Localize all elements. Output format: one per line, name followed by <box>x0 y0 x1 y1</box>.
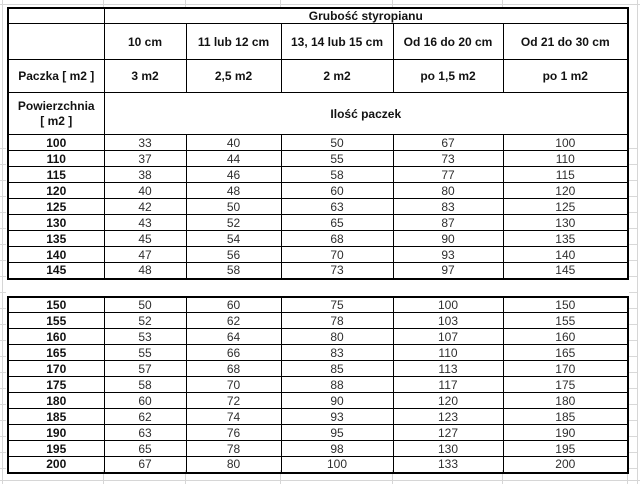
area-cell: 170 <box>8 361 104 377</box>
package-count-cell: 70 <box>281 247 393 263</box>
package-count-cell: 78 <box>186 441 281 457</box>
package-count-cell: 103 <box>393 313 503 329</box>
table-row <box>8 441 628 457</box>
table-row <box>8 199 628 215</box>
package-count-cell: 70 <box>186 377 281 393</box>
area-cell: 130 <box>8 215 104 231</box>
package-count-header: Ilość paczek <box>104 93 628 135</box>
package-count-cell: 56 <box>186 247 281 263</box>
gridline <box>392 0 393 7</box>
area-cell: 190 <box>8 425 104 441</box>
package-count-cell: 160 <box>503 329 628 345</box>
table-row <box>8 167 628 183</box>
package-count-cell: 98 <box>281 441 393 457</box>
package-count-cell: 57 <box>104 361 186 377</box>
package-count-cell: 100 <box>281 457 393 473</box>
package-count-cell: 47 <box>104 247 186 263</box>
spacer-row <box>8 279 628 297</box>
spacer-block <box>8 279 628 297</box>
column-header-10cm: 10 cm <box>104 24 186 60</box>
package-count-cell: 155 <box>503 313 628 329</box>
table-row <box>8 345 628 361</box>
area-cell: 185 <box>8 409 104 425</box>
package-count-cell: 88 <box>281 377 393 393</box>
package-count-cell: 63 <box>104 425 186 441</box>
column-header-21-30cm: Od 21 do 30 cm <box>503 24 628 60</box>
package-count-cell: 72 <box>186 393 281 409</box>
package-count-cell: 68 <box>281 231 393 247</box>
package-count-cell: 44 <box>186 151 281 167</box>
package-count-cell: 110 <box>393 345 503 361</box>
package-count-cell: 42 <box>104 199 186 215</box>
area-label-line2: [ m2 ] <box>40 113 73 128</box>
table-row <box>8 247 628 263</box>
area-cell: 195 <box>8 441 104 457</box>
package-count-cell: 37 <box>104 151 186 167</box>
package-count-cell: 55 <box>281 151 393 167</box>
package-count-cell: 120 <box>503 183 628 199</box>
package-count-cell: 48 <box>186 183 281 199</box>
area-cell: 110 <box>8 151 104 167</box>
package-count-cell: 107 <box>393 329 503 345</box>
corner-cell-top <box>8 8 104 24</box>
area-cell: 155 <box>8 313 104 329</box>
package-count-cell: 52 <box>186 215 281 231</box>
package-count-cell: 58 <box>104 377 186 393</box>
package-count-cell: 180 <box>503 393 628 409</box>
package-count-cell: 175 <box>503 377 628 393</box>
column-header-13-15cm: 13, 14 lub 15 cm <box>281 24 393 60</box>
area-header-row <box>8 93 628 135</box>
data-block-1 <box>8 135 628 279</box>
package-count-cell: 50 <box>104 297 186 313</box>
gridline <box>103 0 104 7</box>
area-cell: 140 <box>8 247 104 263</box>
area-cell: 115 <box>8 167 104 183</box>
package-count-cell: 60 <box>281 183 393 199</box>
package-count-cell: 200 <box>503 457 628 473</box>
area-cell: 120 <box>8 183 104 199</box>
package-count-cell: 170 <box>503 361 628 377</box>
table-container <box>7 7 629 474</box>
package-count-cell: 113 <box>393 361 503 377</box>
table-title: Grubość styropianu <box>104 8 628 24</box>
package-count-cell: 97 <box>393 263 503 279</box>
package-count-cell: 83 <box>281 345 393 361</box>
column-header-11-12cm: 11 lub 12 cm <box>186 24 281 60</box>
package-count-cell: 66 <box>186 345 281 361</box>
package-count-cell: 125 <box>503 199 628 215</box>
package-count-cell: 33 <box>104 135 186 151</box>
gridline <box>0 480 640 481</box>
area-cell: 145 <box>8 263 104 279</box>
package-count-cell: 93 <box>281 409 393 425</box>
package-count-cell: 40 <box>186 135 281 151</box>
package-size-row <box>8 60 628 93</box>
package-count-cell: 120 <box>393 393 503 409</box>
area-column-label <box>8 93 104 135</box>
package-count-cell: 65 <box>104 441 186 457</box>
corner-cell <box>8 24 104 60</box>
gridline-ticks-right <box>629 133 637 471</box>
package-count-cell: 43 <box>104 215 186 231</box>
package-count-cell: 50 <box>281 135 393 151</box>
package-count-cell: 78 <box>281 313 393 329</box>
area-cell: 150 <box>8 297 104 313</box>
area-cell: 160 <box>8 329 104 345</box>
package-count-cell: 83 <box>393 199 503 215</box>
package-count-cell: 58 <box>186 263 281 279</box>
package-count-cell: 110 <box>503 151 628 167</box>
package-count-cell: 63 <box>281 199 393 215</box>
package-row-label: Paczka [ m2 ] <box>8 60 104 93</box>
package-count-cell: 45 <box>104 231 186 247</box>
package-count-cell: 130 <box>393 441 503 457</box>
package-count-cell: 90 <box>281 393 393 409</box>
package-count-cell: 123 <box>393 409 503 425</box>
package-count-cell: 185 <box>503 409 628 425</box>
package-count-cell: 67 <box>104 457 186 473</box>
gridline <box>185 0 186 7</box>
data-block-2 <box>8 297 628 473</box>
package-count-cell: 40 <box>104 183 186 199</box>
package-count-cell: 80 <box>186 457 281 473</box>
table-row <box>8 231 628 247</box>
table-row <box>8 457 628 473</box>
table-row <box>8 377 628 393</box>
package-count-cell: 127 <box>393 425 503 441</box>
package-count-cell: 68 <box>186 361 281 377</box>
package-count-cell: 65 <box>281 215 393 231</box>
package-count-cell: 115 <box>503 167 628 183</box>
table-row <box>8 361 628 377</box>
table-row <box>8 313 628 329</box>
package-count-cell: 100 <box>393 297 503 313</box>
package-count-cell: 60 <box>104 393 186 409</box>
area-cell: 165 <box>8 345 104 361</box>
package-count-cell: 73 <box>393 151 503 167</box>
package-count-cell: 50 <box>186 199 281 215</box>
area-cell: 135 <box>8 231 104 247</box>
table-row <box>8 151 628 167</box>
package-count-cell: 80 <box>393 183 503 199</box>
column-header-16-20cm: Od 16 do 20 cm <box>393 24 503 60</box>
table-row <box>8 409 628 425</box>
package-count-cell: 150 <box>503 297 628 313</box>
package-count-cell: 53 <box>104 329 186 345</box>
spacer-cell <box>8 279 628 297</box>
package-size-cell: po 1 m2 <box>503 60 628 93</box>
table-title-row <box>8 8 628 24</box>
package-count-cell: 133 <box>393 457 503 473</box>
package-count-cell: 60 <box>186 297 281 313</box>
package-count-cell: 62 <box>186 313 281 329</box>
package-count-cell: 62 <box>104 409 186 425</box>
package-size-cell: 2,5 m2 <box>186 60 281 93</box>
package-count-cell: 38 <box>104 167 186 183</box>
gridline <box>502 0 503 7</box>
package-count-cell: 140 <box>503 247 628 263</box>
package-size-cell: po 1,5 m2 <box>393 60 503 93</box>
package-count-cell: 95 <box>281 425 393 441</box>
table-row <box>8 263 628 279</box>
table-row <box>8 183 628 199</box>
package-count-cell: 58 <box>281 167 393 183</box>
package-count-cell: 73 <box>281 263 393 279</box>
package-count-cell: 87 <box>393 215 503 231</box>
package-count-cell: 190 <box>503 425 628 441</box>
package-size-cell: 2 m2 <box>281 60 393 93</box>
package-count-cell: 77 <box>393 167 503 183</box>
package-count-cell: 55 <box>104 345 186 361</box>
package-count-cell: 117 <box>393 377 503 393</box>
package-count-cell: 74 <box>186 409 281 425</box>
table-row <box>8 135 628 151</box>
table-row <box>8 393 628 409</box>
table-row <box>8 425 628 441</box>
package-count-cell: 46 <box>186 167 281 183</box>
package-count-cell: 52 <box>104 313 186 329</box>
area-cell: 100 <box>8 135 104 151</box>
area-cell: 200 <box>8 457 104 473</box>
area-label-line1: Powierzchnia <box>17 98 95 113</box>
area-cell: 180 <box>8 393 104 409</box>
package-count-cell: 90 <box>393 231 503 247</box>
package-count-cell: 80 <box>281 329 393 345</box>
package-count-cell: 54 <box>186 231 281 247</box>
package-count-cell: 130 <box>503 215 628 231</box>
table-row <box>8 297 628 313</box>
thickness-header-row <box>8 24 628 60</box>
area-cell: 175 <box>8 377 104 393</box>
package-count-cell: 85 <box>281 361 393 377</box>
package-count-cell: 135 <box>503 231 628 247</box>
package-count-cell: 195 <box>503 441 628 457</box>
area-cell: 125 <box>8 199 104 215</box>
table-row <box>8 329 628 345</box>
gridline <box>0 4 640 5</box>
package-count-cell: 76 <box>186 425 281 441</box>
package-count-cell: 67 <box>393 135 503 151</box>
package-size-cell: 3 m2 <box>104 60 186 93</box>
package-count-cell: 48 <box>104 263 186 279</box>
package-count-cell: 64 <box>186 329 281 345</box>
package-count-cell: 165 <box>503 345 628 361</box>
package-count-cell: 100 <box>503 135 628 151</box>
gridline-ticks-left <box>0 133 6 471</box>
gridline <box>637 0 638 484</box>
gridline <box>280 0 281 7</box>
package-count-cell: 93 <box>393 247 503 263</box>
package-count-cell: 75 <box>281 297 393 313</box>
package-count-cell: 145 <box>503 263 628 279</box>
table-row <box>8 215 628 231</box>
styrofoam-package-table <box>7 7 629 474</box>
